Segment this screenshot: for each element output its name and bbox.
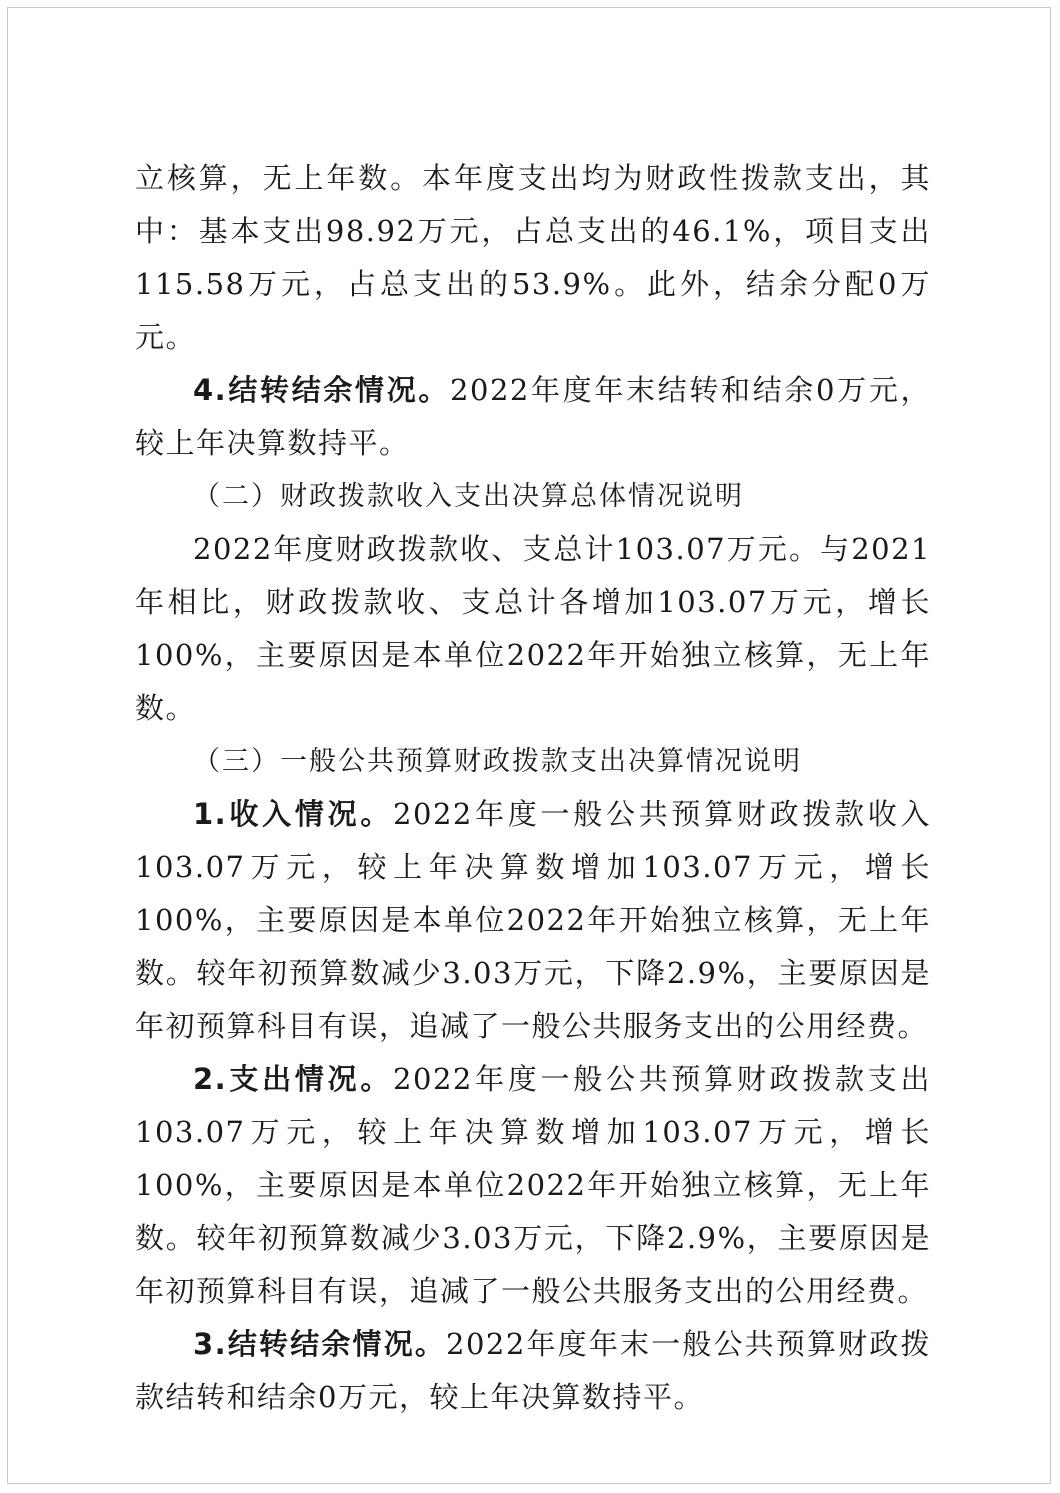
expenditure-text: 2022年度一般公共预算财政拨款支出103.07万元，较上年决算数增加103.07万元，增长100%，主要原因是本单位2022年开始独立核算，无上年数。较年初预算数减少3.03万元，下降2.9%，主要原因是年初预算科目有误，追减了一般公共服务支出的公用经费。 [135,1062,931,1308]
paragraph-expenditure-continued: 立核算，无上年数。本年度支出均为财政性拨款支出，其中：基本支出98.92万元，占总支出的46.1%，项目支出115.58万元，占总支出的53.9%。此外，结余分配0万元。 [135,161,931,354]
paragraph-fiscal-overview: 2022年度财政拨款收、支总计103.07万元。与2021年相比，财政拨款收、支总计各增加103.07万元，增长100%，主要原因是本单位2022年开始独立核算，无上年数。 [135,532,931,725]
expenditure-heading: 2.支出情况。 [193,1062,394,1096]
section-heading-fiscal-overview: （二）财政拨款收入支出决算总体情况说明 [193,481,744,512]
document-page [7,7,1051,1484]
paragraph-carryover [135,364,931,470]
general-carryover-text: 2022年度年末一般公共预算财政拨款结转和结余0万元，较上年决算数持平。 [135,1327,931,1414]
paragraph-expenditure [135,1053,931,1318]
carryover-text: 2022年度年末结转和结余0万元，较上年决算数持平。 [135,373,931,460]
general-carryover-heading: 3.结转结余情况。 [193,1327,447,1361]
paragraph-general-carryover [135,1318,931,1424]
income-text: 2022年度一般公共预算财政拨款收入103.07万元，较上年决算数增加103.07万元，增长100%，主要原因是本单位2022年开始独立核算，无上年数。较年初预算数减少3.03万元，下降2.9%，主要原因是年初预算科目有误，追减了一般公共服务支出的公用经费。 [135,797,931,1043]
document-body [135,152,931,1424]
carryover-heading: 4.结转结余情况。 [193,373,451,407]
section-heading-general-budget: （三）一般公共预算财政拨款支出决算情况说明 [193,746,802,777]
income-heading: 1.收入情况。 [193,797,394,831]
paragraph-income [135,788,931,1053]
